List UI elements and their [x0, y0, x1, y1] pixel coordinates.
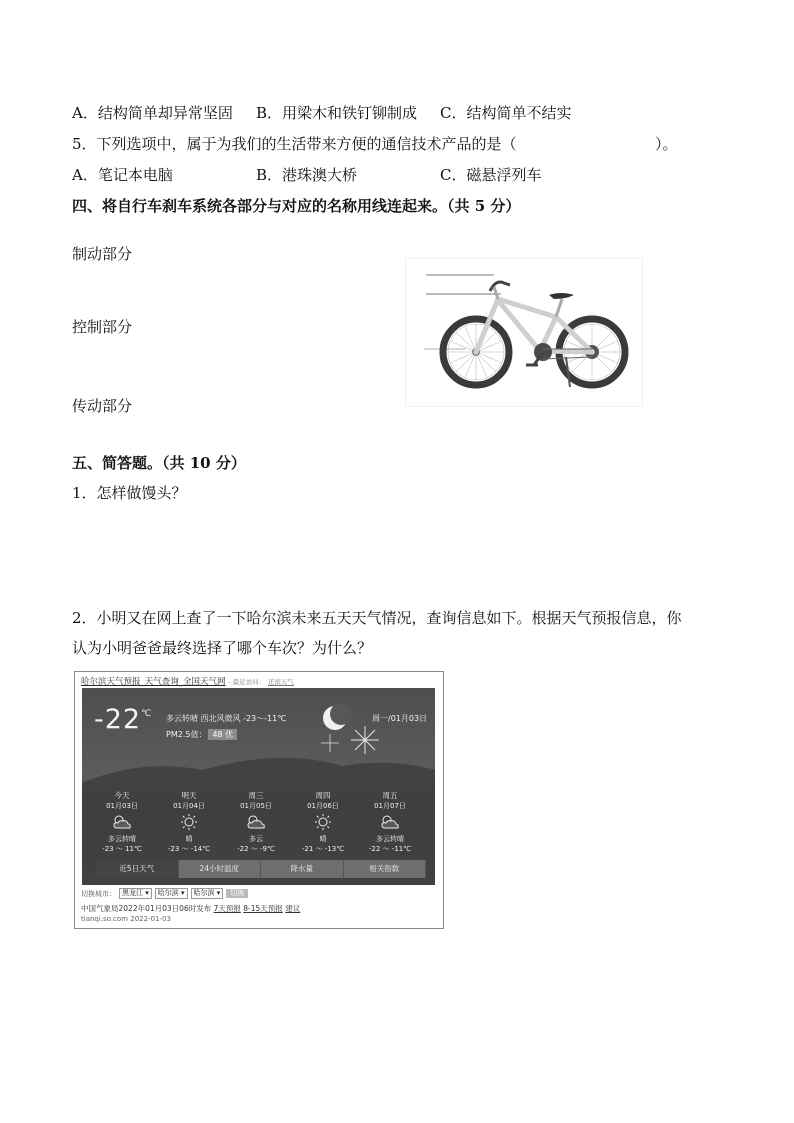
- source-caption: tianqi.so.com 2022-01-03: [81, 915, 171, 923]
- label-control: 控制部分: [72, 318, 133, 336]
- current-description: 多云转晴 西北风微风 -23～-11℃: [166, 714, 287, 723]
- tab-precipitation[interactable]: 降水量: [261, 860, 344, 878]
- q5-option-a: A．笔记本电脑: [72, 166, 173, 184]
- partly-cloudy-icon: [111, 814, 133, 830]
- q5-option-b: B．港珠澳大桥: [256, 166, 358, 184]
- link-suggest[interactable]: 建议: [285, 904, 301, 913]
- q5-option-c: C．磁悬浮列车: [440, 166, 542, 184]
- link-8-15day[interactable]: 8-15天预报: [243, 904, 283, 913]
- q4-option-b: B．用梁木和铁钉铆制成: [256, 104, 418, 122]
- label-transmission: 传动部分: [72, 397, 133, 415]
- current-date: 周一/01月03日: [372, 714, 428, 723]
- forecast-day: 周三 01月05日 多云 -22 ～ -9℃: [237, 791, 275, 853]
- forecast-day: 明天 01月04日 晴 -23 ～ -14℃: [167, 791, 211, 853]
- weather-tabs: [96, 860, 426, 878]
- q4-option-c: C．结构简单不结实: [440, 104, 572, 122]
- pm25-readout: PM2.5值： 48 优: [166, 729, 237, 740]
- city-switcher: [81, 888, 248, 899]
- province-select[interactable]: 黑龙江 ▾: [119, 888, 152, 899]
- cloud-sun-icon: [245, 814, 267, 830]
- pm25-badge: 48 优: [208, 729, 237, 740]
- section5-q2-line2: 认为小明爸爸最终选择了哪个车次？为什么？: [72, 639, 373, 657]
- section5-title: 五、简答题。（共 10 分）: [72, 454, 246, 472]
- current-temperature: -22℃: [94, 704, 153, 735]
- city-switch-label: 切换城市：: [81, 889, 116, 898]
- cloud-sun-icon: [379, 814, 401, 830]
- weather-header-hint: - 最近访问：: [228, 678, 266, 686]
- section5-q1: 1．怎样做馒头？: [72, 484, 187, 502]
- forecast-day: 周四 01月06日 晴 -21 ～ -13℃: [301, 791, 345, 853]
- q4-option-a: A．结构简单却异常坚固: [72, 104, 233, 122]
- publish-info: 中国气象局2022年01月03日06时发布: [81, 904, 212, 913]
- sun-icon: [178, 814, 200, 830]
- tab-5day[interactable]: 近5日天气: [96, 860, 179, 878]
- section4-title: 四、将自行车刹车系统各部分与对应的名称用线连起来。（共 5 分）: [72, 197, 521, 215]
- q5-stem: 5．下列选项中，属于为我们的生活带来方便的通信技术产品的是（: [72, 135, 517, 153]
- forecast-day: 周五 01月07日 多云转晴 -22 ～ -11℃: [368, 791, 412, 853]
- q5-stem-end: ）。: [655, 135, 678, 153]
- tab-24h-temp[interactable]: 24小时温度: [179, 860, 262, 878]
- moon-icon: [323, 703, 352, 730]
- bicycle-drawing: [406, 259, 642, 406]
- section5-q2-line1: 2．小明又在网上查了一下哈尔滨未来五天天气情况，查询信息如下。根据天气预报信息，你: [72, 609, 682, 627]
- star-icon: [351, 726, 379, 754]
- weather-header: [81, 675, 294, 687]
- city-select[interactable]: 哈尔滨 ▾: [155, 888, 188, 899]
- sun-icon: [312, 814, 334, 830]
- star-icon: [321, 734, 339, 752]
- weather-header-link[interactable]: 还滨天气: [267, 678, 294, 686]
- weather-screenshot: [74, 671, 444, 929]
- bicycle-image: [405, 258, 643, 407]
- label-braking: 制动部分: [72, 245, 133, 263]
- link-7day[interactable]: 7天预报: [213, 904, 241, 913]
- weather-header-title[interactable]: 哈尔滨天气预报_天气查询_全国天气网: [81, 677, 226, 687]
- tab-indices[interactable]: 相关指数: [344, 860, 427, 878]
- district-select[interactable]: 哈尔滨 ▾: [191, 888, 224, 899]
- forecast-day: 今天 01月03日 多云转晴 -23 ～ 11℃: [102, 791, 142, 853]
- switch-city-button[interactable]: 切换: [226, 889, 248, 898]
- weather-footer: [81, 903, 300, 914]
- weather-panel: [82, 688, 435, 885]
